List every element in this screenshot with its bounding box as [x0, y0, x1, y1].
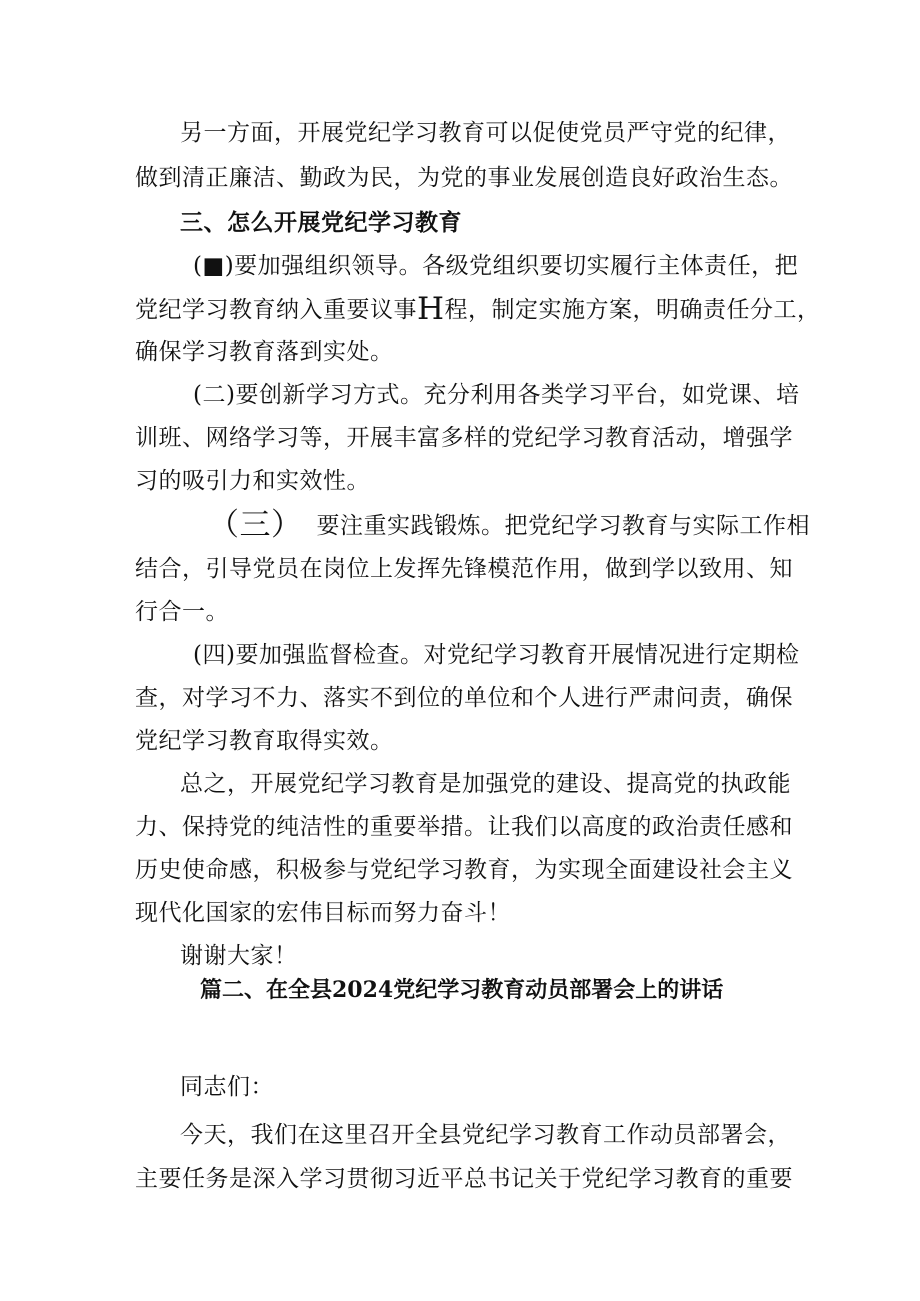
- paragraph-line: 今天，我们在这里召开全县党纪学习教育工作动员部署会，: [180, 1122, 791, 1148]
- paragraph-line: 习的吸引力和实效性。: [135, 468, 370, 494]
- paragraph-line: (■)要加强组织领导。各级党组织要切实履行主体责任，把: [193, 253, 799, 279]
- paragraph-line: 确保学习教育落到实处。: [135, 339, 394, 365]
- paragraph-line: 另一方面，开展党纪学习教育可以促使党员严守党的纪律，: [180, 120, 791, 146]
- paragraph-line: [135, 291, 821, 327]
- paragraph-line: 力、保持党的纯洁性的重要举措。让我们以高度的政治责任感和: [135, 814, 793, 840]
- paragraph-line: 训班、网络学习等，开展丰富多样的党纪学习教育活动，增强学: [135, 425, 793, 451]
- paragraph-line: 结合，引导党员在岗位上发挥先锋模范作用，做到学以致用、知: [135, 556, 793, 582]
- paragraph-line: (二)要创新学习方式。充分利用各类学习平台，如党课、培: [193, 382, 800, 408]
- text-run: （三）: [208, 507, 303, 543]
- paragraph-line: 做到清正廉洁、勤政为民，为党的事业发展创造良好政治生态。: [135, 165, 793, 191]
- paragraph-line: 总之，开展党纪学习教育是加强党的建设、提高党的执政能: [180, 771, 791, 797]
- text-run: 程，制定实施方案，明确责任分工，: [444, 297, 821, 323]
- article-title: 篇二、在全县2024党纪学习教育动员部署会上的讲话: [200, 977, 724, 1003]
- text-run: 党纪学习教育纳入重要议事: [135, 297, 417, 323]
- paragraph-line: 历史使命感，积极参与党纪学习教育，为实现全面建设社会主义: [135, 857, 793, 883]
- paragraph-line: 查，对学习不力、落实不到位的单位和个人进行严肃问责，确保: [135, 685, 793, 711]
- paragraph-line: 行合一。: [135, 599, 229, 625]
- paragraph-line: 主要任务是深入学习贯彻习近平总书记关于党纪学习教育的重要: [135, 1166, 793, 1192]
- paragraph-line: 现代化国家的宏伟目标而努力奋斗！: [135, 900, 511, 926]
- paragraph-line: 党纪学习教育取得实效。: [135, 728, 394, 754]
- section-heading: 三、怎么开展党纪学习教育: [180, 209, 462, 236]
- paragraph-line: (四)要加强监督检查。对党纪学习教育开展情况进行定期检: [193, 642, 800, 668]
- text-run: H: [417, 291, 445, 327]
- text-run: 要注重实践锻炼。把党纪学习教育与实际工作相: [316, 513, 810, 539]
- paragraph-line: [208, 507, 810, 543]
- paragraph-line: 谢谢大家！: [180, 943, 298, 969]
- salutation: 同志们：: [180, 1074, 274, 1100]
